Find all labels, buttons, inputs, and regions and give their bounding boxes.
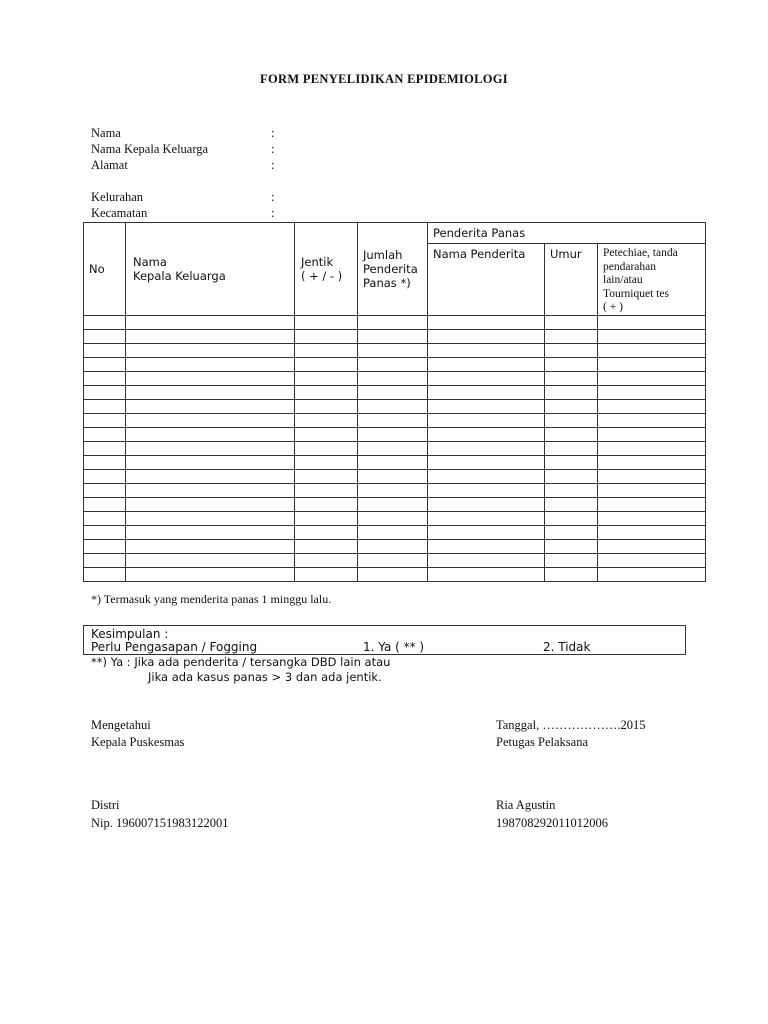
field-kepala-keluarga-colon: : [271, 142, 275, 156]
signature-left-name: Distri [91, 798, 120, 812]
table-cell [428, 554, 545, 568]
table-cell [545, 526, 598, 540]
table-cell [428, 512, 545, 526]
header-penderita-panas-cell [428, 223, 706, 244]
subheader-petechiae-line3: lain/atau [603, 274, 643, 287]
table-cell [598, 386, 706, 400]
table-cell [358, 316, 428, 330]
table-cell [295, 386, 358, 400]
table-cell [126, 372, 295, 386]
kesimpulan-label: Kesimpulan : [91, 627, 169, 641]
header-jumlah-line1: Jumlah [363, 248, 403, 262]
table-cell [126, 470, 295, 484]
table-row [84, 512, 706, 526]
table-cell [126, 512, 295, 526]
table-cell [545, 442, 598, 456]
table-cell [126, 344, 295, 358]
table-cell [358, 372, 428, 386]
table-cell [545, 428, 598, 442]
survey-table [83, 222, 706, 582]
header-jumlah-line3: Panas *) [363, 276, 411, 290]
subheader-petechiae-line1: Petechiae, tanda [603, 247, 678, 260]
table-cell [358, 526, 428, 540]
table-cell [545, 470, 598, 484]
table-row [84, 386, 706, 400]
table-cell [598, 512, 706, 526]
table-cell [358, 358, 428, 372]
table-cell [126, 484, 295, 498]
table-cell [358, 568, 428, 582]
table-cell [428, 400, 545, 414]
table-cell [126, 442, 295, 456]
footnote-ya-line2: Jika ada kasus panas > 3 dan ada jentik. [148, 670, 382, 684]
table-row [84, 540, 706, 554]
subheader-umur-cell [545, 244, 598, 316]
table-cell [126, 456, 295, 470]
table-cell [295, 400, 358, 414]
header-jentik-cell [295, 223, 358, 316]
table-cell [358, 456, 428, 470]
header-penderita-panas: Penderita Panas [433, 226, 526, 240]
header-nama-line2: Kepala Keluarga [133, 269, 226, 283]
table-cell [428, 358, 545, 372]
signature-right-line2: Petugas Pelaksana [496, 735, 588, 749]
table-cell [84, 400, 126, 414]
table-cell [358, 540, 428, 554]
table-cell [598, 316, 706, 330]
table-cell [358, 330, 428, 344]
table-cell [598, 484, 706, 498]
table-cell [126, 414, 295, 428]
field-kecamatan-colon: : [271, 206, 275, 220]
table-cell [545, 554, 598, 568]
kesimpulan-option-tidak: 2. Tidak [543, 640, 591, 654]
table-cell [428, 372, 545, 386]
table-row [84, 358, 706, 372]
signature-right-name: Ria Agustin [496, 798, 556, 812]
table-cell [545, 358, 598, 372]
table-cell [295, 316, 358, 330]
table-row [84, 484, 706, 498]
field-kepala-keluarga-label: Nama Kepala Keluarga [91, 142, 209, 156]
table-cell [545, 498, 598, 512]
table-cell [295, 512, 358, 526]
footnote-ya-line1: **) Ya : Jika ada penderita / tersangka DBD lain atau [91, 655, 391, 669]
field-nama-label: Nama [91, 126, 121, 140]
table-cell [545, 512, 598, 526]
field-alamat-label: Alamat [91, 158, 128, 172]
table-cell [428, 428, 545, 442]
table-cell [545, 568, 598, 582]
table-cell [428, 386, 545, 400]
table-cell [598, 540, 706, 554]
table-cell [84, 386, 126, 400]
table-cell [295, 372, 358, 386]
table-cell [598, 344, 706, 358]
table-cell [598, 554, 706, 568]
header-nama-cell [126, 223, 295, 316]
header-jentik-line1: Jentik [301, 255, 334, 269]
table-cell [295, 456, 358, 470]
table-row [84, 456, 706, 470]
table-row [84, 344, 706, 358]
table-cell [545, 372, 598, 386]
table-cell [428, 568, 545, 582]
table-cell [545, 400, 598, 414]
table-cell [428, 442, 545, 456]
table-cell [84, 540, 126, 554]
table-cell [358, 470, 428, 484]
table-cell [358, 442, 428, 456]
table-row [84, 330, 706, 344]
table-cell [126, 330, 295, 344]
table-cell [84, 442, 126, 456]
table-cell [295, 470, 358, 484]
signature-right-date: Tanggal, ……………….2015 [496, 718, 646, 732]
table-cell [126, 498, 295, 512]
table-header-row [84, 223, 706, 244]
table-cell [84, 498, 126, 512]
table-cell [428, 344, 545, 358]
table-cell [84, 526, 126, 540]
signature-right-nip: 198708292011012006 [496, 816, 609, 830]
signature-left-nip: Nip. 196007151983122001 [91, 816, 229, 830]
table-cell [84, 316, 126, 330]
table-cell [84, 358, 126, 372]
table-cell [126, 386, 295, 400]
table-cell [428, 484, 545, 498]
table-cell [598, 498, 706, 512]
table-cell [598, 428, 706, 442]
table-cell [428, 316, 545, 330]
table-cell [428, 330, 545, 344]
table-cell [545, 540, 598, 554]
table-cell [545, 414, 598, 428]
table-cell [545, 316, 598, 330]
kesimpulan-option-ya: 1. Ya ( ** ) [363, 640, 425, 654]
table-cell [598, 526, 706, 540]
table-cell [598, 400, 706, 414]
table-cell [428, 526, 545, 540]
table-row [84, 400, 706, 414]
table-row [84, 498, 706, 512]
table-row [84, 526, 706, 540]
header-jumlah-line2: Penderita [363, 262, 418, 276]
table-cell [358, 484, 428, 498]
table-cell [428, 540, 545, 554]
table-cell [358, 400, 428, 414]
table-cell [598, 442, 706, 456]
footnote-panas: *) Termasuk yang menderita panas 1 minggu lalu. [91, 592, 332, 606]
subheader-nama-penderita-cell [428, 244, 545, 316]
table-cell [126, 540, 295, 554]
table-row [84, 316, 706, 330]
subheader-petechiae-line5: ( + ) [603, 301, 623, 314]
table-cell [295, 428, 358, 442]
table-cell [84, 414, 126, 428]
table-cell [358, 344, 428, 358]
table-cell [428, 498, 545, 512]
table-cell [84, 470, 126, 484]
table-cell [84, 456, 126, 470]
table-row [84, 428, 706, 442]
table-cell [545, 344, 598, 358]
table-cell [295, 484, 358, 498]
field-alamat-colon: : [271, 158, 275, 172]
header-nama-line1: Nama [133, 255, 167, 269]
header-no-cell [84, 223, 126, 316]
signature-left-line1: Mengetahui [91, 718, 151, 732]
table-row [84, 470, 706, 484]
table-cell [295, 414, 358, 428]
table-cell [598, 414, 706, 428]
table-cell [428, 414, 545, 428]
table-cell [126, 554, 295, 568]
subheader-umur: Umur [550, 247, 582, 262]
table-cell [598, 330, 706, 344]
table-cell [295, 554, 358, 568]
field-kecamatan-label: Kecamatan [91, 206, 148, 220]
table-cell [428, 456, 545, 470]
table-cell [295, 330, 358, 344]
table-cell [84, 568, 126, 582]
subheader-petechiae-cell [598, 244, 706, 316]
table-cell [358, 554, 428, 568]
table-cell [84, 344, 126, 358]
table-cell [126, 400, 295, 414]
table-cell [295, 498, 358, 512]
page-title: FORM PENYELIDIKAN EPIDEMIOLOGI [260, 72, 508, 86]
table-cell [358, 386, 428, 400]
table-row [84, 372, 706, 386]
field-kelurahan-label: Kelurahan [91, 190, 144, 204]
table-cell [358, 414, 428, 428]
table-row [84, 442, 706, 456]
table-cell [126, 428, 295, 442]
table-cell [295, 344, 358, 358]
table-cell [428, 470, 545, 484]
table-cell [295, 540, 358, 554]
kesimpulan-item: Perlu Pengasapan / Fogging [91, 640, 258, 654]
table-cell [84, 428, 126, 442]
table-cell [545, 484, 598, 498]
table-cell [295, 568, 358, 582]
table-cell [84, 330, 126, 344]
table-cell [598, 470, 706, 484]
table-cell [84, 484, 126, 498]
table-cell [598, 568, 706, 582]
table-cell [126, 568, 295, 582]
table-cell [126, 526, 295, 540]
subheader-petechiae-line2: pendarahan [603, 260, 656, 273]
table-cell [84, 554, 126, 568]
table-cell [126, 316, 295, 330]
table-cell [295, 358, 358, 372]
field-kelurahan-colon: : [271, 190, 275, 204]
kesimpulan-box [83, 625, 686, 655]
header-jumlah-cell [358, 223, 428, 316]
table-cell [598, 372, 706, 386]
table-cell [84, 372, 126, 386]
header-no: No [89, 262, 105, 276]
table-row [84, 554, 706, 568]
table-cell [358, 498, 428, 512]
subheader-petechiae-line4: Tourniquet tes [603, 287, 669, 300]
table-cell [598, 456, 706, 470]
table-cell [545, 386, 598, 400]
table-row [84, 414, 706, 428]
table-cell [358, 512, 428, 526]
table-cell [598, 358, 706, 372]
table-cell [545, 456, 598, 470]
table-cell [126, 358, 295, 372]
field-nama-colon: : [271, 126, 275, 140]
signature-left-line2: Kepala Puskesmas [91, 735, 185, 749]
table-cell [358, 428, 428, 442]
table-cell [295, 526, 358, 540]
table-cell [545, 330, 598, 344]
subheader-nama-penderita: Nama Penderita [433, 247, 526, 262]
header-jentik-line2: ( + / - ) [301, 269, 343, 283]
table-row [84, 568, 706, 582]
table-cell [84, 512, 126, 526]
table-cell [295, 442, 358, 456]
